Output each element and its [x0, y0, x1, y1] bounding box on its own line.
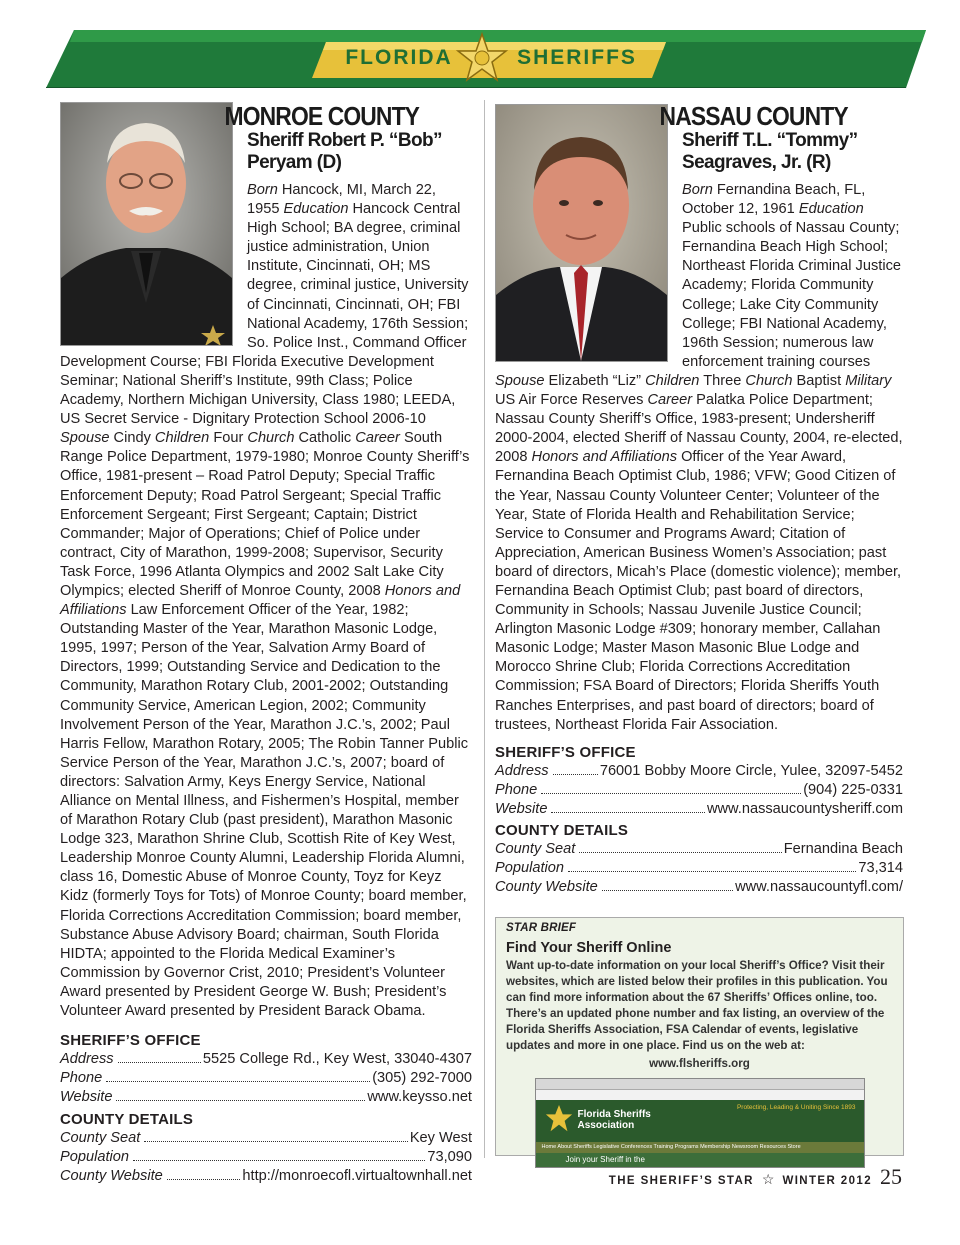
- bio-field-label: Career: [647, 392, 693, 409]
- dot-leader: [106, 1081, 370, 1082]
- info-label: Phone: [495, 781, 538, 798]
- county-details-list: [495, 840, 903, 897]
- county-name: MONROE COUNTY: [224, 101, 420, 131]
- info-label: Population: [495, 860, 564, 877]
- bio-field-label: Career: [355, 430, 400, 447]
- dot-leader: [551, 812, 705, 813]
- county-name: NASSAU COUNTY: [659, 101, 848, 131]
- county-details-heading: COUNTY DETAILS: [60, 1110, 194, 1128]
- sheriffs-office-list: [495, 762, 903, 819]
- bio-text: Palatka Police Department; Nassau County Sheriff’s Office, 1983-present; Undersheriff 2000-2004, elected Sheriff of Nassau County, 2004, re-elected, 2008: [495, 392, 903, 466]
- info-value: Fernandina Beach: [783, 841, 903, 858]
- publication-name: THE SHERIFF’S STAR: [608, 1175, 754, 1187]
- dot-leader: [541, 793, 801, 794]
- browser-titlebar: [536, 1079, 864, 1090]
- info-value[interactable]: www.nassaucountyfl.com/: [735, 879, 903, 896]
- info-label: Address: [60, 1051, 114, 1068]
- info-value: Key West: [409, 1129, 472, 1146]
- issue-date: WINTER 2012: [782, 1175, 872, 1187]
- info-value: 5525 College Rd., Key West, 33040-4307: [202, 1051, 472, 1068]
- info-value[interactable]: http://monroecofl.virtualtownhall.net: [242, 1167, 472, 1184]
- star-brief-body: Want up-to-date information on your local Sheriff’s Office? Visit their websites, which are listed below their profiles in this publication. You can find more information about the 67 Sheriffs’ Offices online, too. There’s an updated phone number and fax listing, an overview of the Florida Sheriffs Association, FSA Calendar of events, legislative updates and more in one place. Find us on the web at:: [506, 959, 888, 1052]
- sheriffs-office-heading: SHERIFF’S OFFICE: [495, 743, 636, 761]
- monroe-county-profile: [60, 102, 472, 1186]
- bio-field-label: Church: [745, 372, 793, 389]
- info-label: Address: [495, 762, 549, 779]
- info-label: Population: [60, 1148, 129, 1165]
- info-row: [495, 840, 903, 859]
- bio-text: Elizabeth “Liz”: [544, 372, 646, 389]
- star-icon: ☆: [761, 1171, 775, 1187]
- info-row: [495, 878, 903, 897]
- info-label: County Seat: [495, 841, 576, 858]
- info-value: 73,314: [858, 860, 903, 877]
- nassau-county-profile: [495, 102, 903, 897]
- bio-field-label: Education: [283, 201, 349, 218]
- info-label: Phone: [60, 1070, 103, 1087]
- bio-field-label: Church: [247, 430, 295, 447]
- info-value[interactable]: www.nassaucountysheriff.com: [706, 801, 903, 817]
- county-details-list: [60, 1129, 472, 1186]
- info-label: County Website: [495, 879, 598, 896]
- bio-text: Law Enforcement Officer of the Year, 1982; Outstanding Master of the Year, Marathon Masonic Lodge, 1995, 1997; Person of the Year, Salvation Army Board of Directors, 1999; Outstanding Service and Dedication to the Community, Marathon Rotary Club, 2001-2002; Outstanding Community Service, American Legion, 2002; Community Involvement Person of the Year, Marathon J.C.’s, 2002; Paul Harris Fellow, Marathon Rotary, 2005; The Robin Tanner Public Service Person of the Year, Marathon J.C.’s, 2007; board of directors: Salvation Army, Keys Energy Service, National Alliance on Mental Illness, and Fishermen’s Hospital, member of Marathon Rotary Club (past president), Marathon Masonic Lodge 323, Marathon Shrine Club, Scottish Rite of Key West, Leadership Monroe County Alumni, Leadership Florida Alumni, class 16, Domestic Abuse of Monroe County, Toyz for Keyz Kidz (formerly Toys for Tots) of Monroe County; board member, Florida Corrections Accreditation Commission; board member, Substance Abuse Advisory Board; chairman, South Florida HIDTA; appointed to the Florida Medical Examiner’s Commission by Governor Crist, 2010; President’s Volunteer Award presented by President George W. Bush; President’s Volunteer Award presented by President Barack Obama.: [60, 602, 469, 1020]
- bio-field-label: Honors and Affiliations: [531, 449, 678, 466]
- bio-text: Three: [699, 372, 746, 389]
- bio-field-label: Spouse: [60, 430, 110, 447]
- info-label: Website: [495, 801, 548, 817]
- info-row: [60, 1050, 472, 1069]
- bio-field-label: Education: [798, 201, 864, 218]
- bio-text: Hancock Central High School; BA degree, criminal justice administration, Union Institute, Cincinnati, OH; MS degree, criminal justice, University of Cincinnati, Cincinnati, OH; FBI National Academy, 176th Session; So. Police Inst., Command Officer Development Course; FBI Florida Executive Development Seminar; National Sheriff’s Institute, 99th Class; Police Academy, Northern Michigan University, Class 1980; LEEDA, US Secret Service - Dignitary Protection School 2006-10: [60, 201, 469, 428]
- column-divider: [484, 100, 485, 1158]
- bio-field-label: Born: [247, 182, 278, 198]
- page-footer: [609, 1164, 902, 1190]
- sheriffs-office-list: [60, 1050, 472, 1107]
- info-value: 76001 Bobby Moore Circle, Yulee, 32097-5452: [599, 762, 903, 779]
- bio-field-label: Born: [682, 182, 713, 198]
- info-row: [60, 1167, 472, 1186]
- info-label: County Website: [60, 1167, 163, 1184]
- star-brief-url[interactable]: www.flsheriffs.org: [649, 1057, 750, 1070]
- info-row: [60, 1069, 472, 1088]
- bio-field-label: Children: [645, 372, 700, 389]
- masthead-banner: [46, 30, 926, 88]
- bio-text: US Air Force Reserves: [495, 392, 648, 409]
- site-tagline: Protecting, Leading & Uniting Since 1893: [736, 1104, 856, 1111]
- info-label: County Seat: [60, 1129, 141, 1146]
- site-banner: Join your Sheriff in the: [536, 1153, 865, 1167]
- bio-text: Four: [209, 430, 248, 447]
- sheriff-name-line: Sheriff Robert P. “Bob”: [247, 130, 442, 151]
- bio-text: Fernandina Beach, FL, October 12, 1961: [682, 182, 866, 218]
- dot-leader: [144, 1141, 407, 1142]
- sheriff-name-line: Seagraves, Jr. (R): [682, 152, 831, 173]
- banner-word-sheriffs: SHERIFFS: [517, 46, 637, 69]
- bio-text: Public schools of Nassau County; Fernandina Beach High School; Northeast Florida Criminal Justice Academy; Florida Community College; Lake City Community College; FBI National Academy, 196th Session; numerous law enforcement training courses: [682, 220, 901, 370]
- banner-word-florida: FLORIDA: [345, 46, 453, 69]
- bio-text: Hancock, MI, March 22, 1955: [247, 182, 436, 218]
- star-brief-tag: STAR BRIEF: [506, 922, 577, 934]
- info-value: (305) 292-7000: [372, 1070, 472, 1087]
- info-row: [60, 1148, 472, 1167]
- info-value[interactable]: www.keysso.net: [367, 1089, 472, 1106]
- sheriff-name-line: Sheriff T.L. “Tommy”: [682, 130, 858, 151]
- star-brief-box: [495, 917, 904, 1164]
- info-row: [60, 1088, 472, 1107]
- sheriff-name-line: Peryam (D): [247, 152, 342, 173]
- star-brief-title: Find Your Sheriff Online: [506, 940, 672, 956]
- sheriff-portrait-photo: [60, 102, 233, 346]
- dot-leader: [579, 852, 781, 853]
- sheriffs-office-heading: SHERIFF’S OFFICE: [60, 1032, 201, 1050]
- dot-leader: [118, 1062, 201, 1063]
- site-nav: Home About Sheriffs Legislative Conferences Training Programs Membership Newsroom Resources Store: [536, 1142, 865, 1153]
- dot-leader: [553, 774, 598, 775]
- dot-leader: [133, 1160, 425, 1161]
- dot-leader: [116, 1100, 365, 1101]
- bio-field-label: Military: [845, 372, 892, 389]
- bio-field-label: Spouse: [495, 372, 545, 389]
- bio-field-label: Children: [154, 430, 210, 447]
- site-star-icon: [544, 1104, 574, 1134]
- bio-text: Baptist: [792, 372, 846, 389]
- dot-leader: [602, 890, 733, 891]
- page-number: 25: [880, 1164, 902, 1189]
- info-label: Website: [60, 1089, 113, 1106]
- website-screenshot: [535, 1078, 865, 1168]
- info-row: [495, 781, 903, 800]
- sheriff-portrait-photo: [495, 104, 668, 362]
- bio-field-label: Honors and Affiliations: [60, 582, 461, 619]
- site-header: [536, 1100, 864, 1142]
- dot-leader: [568, 871, 856, 872]
- info-row: [495, 800, 903, 819]
- bio-text: Cindy: [109, 430, 155, 447]
- info-row: [495, 859, 903, 878]
- site-title: Florida Sheriffs Association: [577, 1109, 651, 1131]
- county-details-heading: COUNTY DETAILS: [495, 822, 629, 840]
- bio-text: South Range Police Department, 1979-1980; Monroe County Sheriff’s Office, 1981-present – Road Patrol Deputy; Special Traffic Enforcement Deputy; Road Patrol Sergeant; Special Traffic Enforcement Sergeant; First Sergeant; Captain; District Commander; Major of Operations; Chief of Police under contract, City of Marathon, 1999-2008; Supervisor, Security Task Force, 1996 Atlanta Olympics and 2002 Salt Lake City Olympics; elected Sheriff of Monroe County, 2008: [60, 430, 470, 599]
- info-value: 73,090: [427, 1148, 472, 1165]
- dot-leader: [167, 1179, 241, 1180]
- info-row: [60, 1129, 472, 1148]
- info-row: [495, 762, 903, 781]
- info-value: (904) 225-0331: [803, 781, 903, 798]
- bio-text: Catholic: [294, 430, 356, 447]
- bio-text: Officer of the Year Award, Fernandina Beach Optimist Club, 1986; VFW; Good Citizen of the Year, Nassau County Volunteer Center; Volunteer of the Year, State of Florida Health and Rehabilitation Service; Service to Consumer and Programs Award; Citation of Appreciation, American Business Women’s Association; past board of directors, Micah’s Place (domestic violence); member, Fernandina Beach Optimist Club; past board of directors, Community in Schools; Nassau Juvenile Justice Council; Arlington Masonic Lodge #309; honorary member, Callahan Masonic Lodge; Master Mason Masonic Blue Lodge and Morocco Shrine Club; Florida Corrections Accreditation Commission; FSA Board of Directors; Florida Sheriffs Youth Ranches Enterprises, and past board of directors; board of trustees, Northeast Florida Fair Association.: [495, 449, 902, 733]
- banner-graphic: [46, 30, 926, 88]
